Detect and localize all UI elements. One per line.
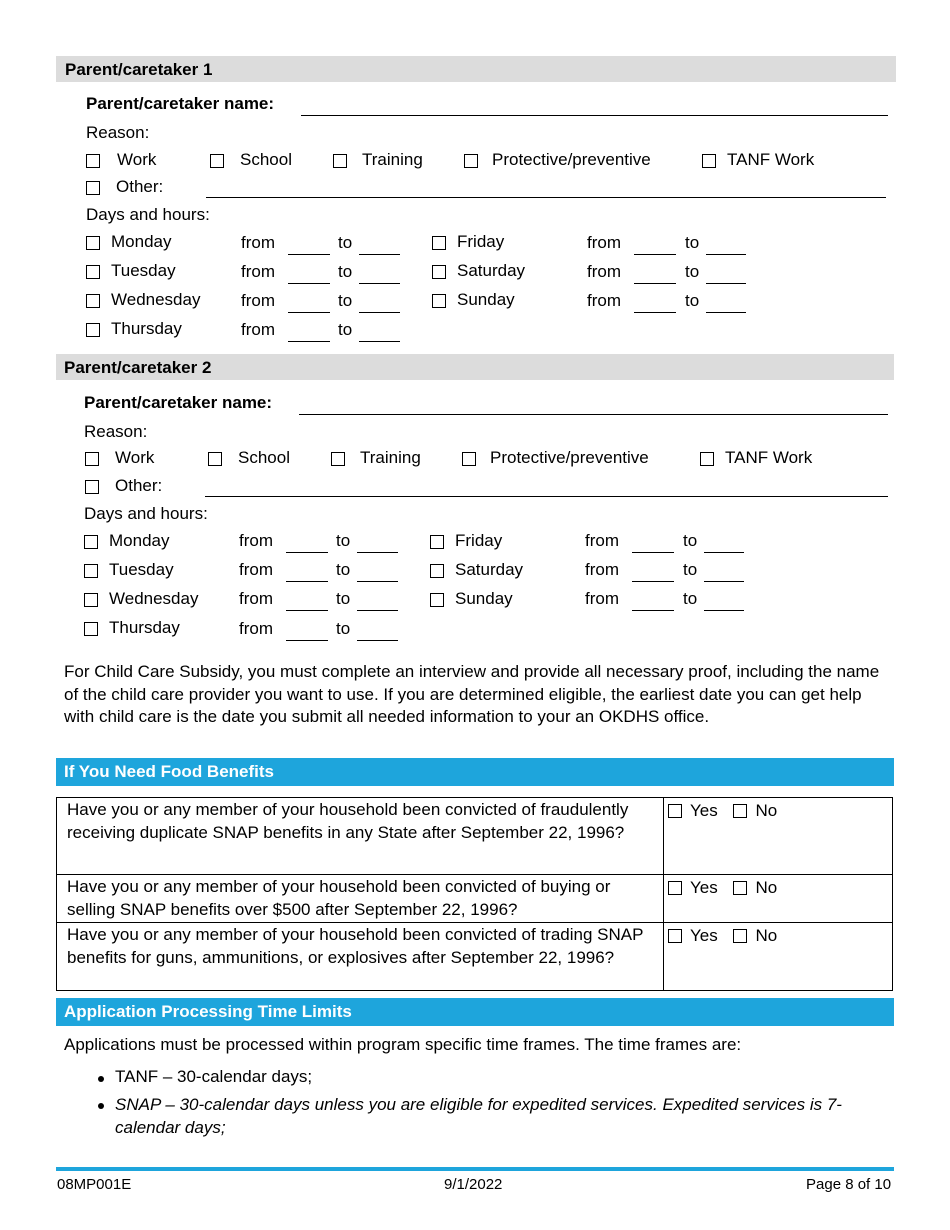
to-label: to xyxy=(683,589,698,608)
from-input[interactable] xyxy=(288,312,330,313)
to-input[interactable] xyxy=(357,581,398,582)
to-input[interactable] xyxy=(359,341,400,342)
snap-question-3: Have you or any member of your household been convicted of trading SNAP benefits for guns, ammunitions, or explosives after September 22, 1996? xyxy=(57,923,664,991)
parent2-reason-tanf-checkbox[interactable] xyxy=(700,452,714,466)
parent1-day-wednesday-checkbox[interactable] xyxy=(86,294,100,308)
parent1-day-tuesday-label: Tuesday xyxy=(111,261,176,280)
parent2-day-saturday-label: Saturday xyxy=(455,560,524,579)
parent1-day-monday-label: Monday xyxy=(111,232,172,251)
parent1-day-sunday-label: Sunday xyxy=(457,290,515,309)
from-input[interactable] xyxy=(288,283,330,284)
parent1-reason-work-checkbox[interactable] xyxy=(86,154,100,168)
snap-question-1: Have you or any member of your household been convicted of fraudulently receiving duplicate SNAP benefits in any State after September 22, 1996? xyxy=(57,798,664,875)
parent1-day-friday-label: Friday xyxy=(457,232,505,251)
parent1-reason-school-label: School xyxy=(240,150,292,169)
yes-checkbox[interactable] xyxy=(668,929,682,943)
yes-label: Yes xyxy=(690,926,718,945)
from-label: from xyxy=(587,262,621,281)
parent1-reason-other-checkbox[interactable] xyxy=(86,181,100,195)
parent1-name-input[interactable] xyxy=(301,115,888,116)
parent1-day-saturday-label: Saturday xyxy=(457,261,526,280)
to-label: to xyxy=(338,291,353,310)
to-input[interactable] xyxy=(357,640,398,641)
snap-question-2: Have you or any member of your household been convicted of buying or selling SNAP benefits over $500 after September 22, 1996? xyxy=(57,875,664,923)
processing-intro: Applications must be processed within program specific time frames. The time frames are: xyxy=(64,1035,742,1054)
parent2-day-friday-label: Friday xyxy=(455,531,503,550)
footer-divider xyxy=(56,1167,894,1171)
parent2-header: Parent/caretaker 2 xyxy=(64,358,212,377)
parent2-day-tuesday-checkbox[interactable] xyxy=(84,564,98,578)
no-label: No xyxy=(755,801,778,820)
processing-section-header: Application Processing Time Limits xyxy=(64,1002,352,1021)
to-label: to xyxy=(336,531,351,550)
to-input[interactable] xyxy=(704,581,744,582)
from-label: from xyxy=(239,560,273,579)
yes-label: Yes xyxy=(690,878,718,897)
parent1-reason-protective-checkbox[interactable] xyxy=(464,154,478,168)
to-input[interactable] xyxy=(706,283,746,284)
table-row xyxy=(57,875,893,923)
parent1-day-sunday-checkbox[interactable] xyxy=(432,294,446,308)
parent2-day-saturday-checkbox[interactable] xyxy=(430,564,444,578)
parent2-reason-tanf-label: TANF Work xyxy=(725,448,813,467)
no-checkbox[interactable] xyxy=(733,804,747,818)
parent2-reason-other-checkbox[interactable] xyxy=(85,480,99,494)
parent2-day-monday-checkbox[interactable] xyxy=(84,535,98,549)
parent2-name-label: Parent/caretaker name: xyxy=(84,393,273,412)
processing-section-header-bar xyxy=(56,998,894,1026)
no-checkbox[interactable] xyxy=(733,881,747,895)
parent1-header-bar xyxy=(56,56,896,82)
food-section-header: If You Need Food Benefits xyxy=(64,762,274,781)
footer-page: Page 8 of 10 xyxy=(806,1176,892,1193)
parent1-header: Parent/caretaker 1 xyxy=(65,60,213,79)
bullet-snap: SNAP – 30-calendar days unless you are eligible for expedited services. Expedited services is 7-calendar days; xyxy=(115,1095,842,1137)
from-input[interactable] xyxy=(634,283,676,284)
from-input[interactable] xyxy=(288,341,330,342)
snap-answer-3 xyxy=(664,923,893,991)
parent1-days-label: Days and hours: xyxy=(86,205,210,224)
from-input[interactable] xyxy=(634,312,676,313)
to-input[interactable] xyxy=(706,254,746,255)
child-care-paragraph: For Child Care Subsidy, you must complete an interview and provide all necessary proof, including the name of the child care provider you want to use. If you are determined eligible, the earliest date you can get help with child care is the date you submit all needed information to your an OKDHS office. xyxy=(64,662,880,726)
parent2-day-thursday-checkbox[interactable] xyxy=(84,622,98,636)
snap-questions-table xyxy=(56,797,893,991)
from-input[interactable] xyxy=(286,552,328,553)
from-label: from xyxy=(587,233,621,252)
parent2-reason-work-label: Work xyxy=(115,448,155,467)
from-label: from xyxy=(239,589,273,608)
from-input[interactable] xyxy=(634,254,676,255)
to-label: to xyxy=(338,233,353,252)
yes-checkbox[interactable] xyxy=(668,881,682,895)
parent1-reason-work-label: Work xyxy=(117,150,157,169)
parent1-name-label: Parent/caretaker name: xyxy=(86,94,275,113)
parent1-reason-training-label: Training xyxy=(362,150,423,169)
parent2-days-label: Days and hours: xyxy=(84,504,208,523)
parent1-day-wednesday-label: Wednesday xyxy=(111,290,201,309)
from-label: from xyxy=(241,320,275,339)
no-label: No xyxy=(755,878,778,897)
from-label: from xyxy=(239,619,273,638)
from-label: from xyxy=(239,531,273,550)
footer-form-number: 08MP001E xyxy=(57,1176,132,1193)
parent1-reason-school-checkbox[interactable] xyxy=(210,154,224,168)
from-input[interactable] xyxy=(286,610,328,611)
from-label: from xyxy=(585,589,619,608)
parent2-name-input[interactable] xyxy=(299,414,888,415)
to-label: to xyxy=(338,262,353,281)
parent1-reason-tanf-label: TANF Work xyxy=(727,150,815,169)
parent2-reason-school-label: School xyxy=(238,448,290,467)
parent1-day-friday-checkbox[interactable] xyxy=(432,236,446,250)
parent2-reason-protective-label: Protective/preventive xyxy=(490,448,649,467)
parent2-day-sunday-label: Sunday xyxy=(455,589,513,608)
parent2-day-friday-checkbox[interactable] xyxy=(430,535,444,549)
to-label: to xyxy=(685,291,700,310)
parent2-reason-other-label: Other: xyxy=(115,476,163,495)
parent2-reason-school-checkbox[interactable] xyxy=(208,452,222,466)
parent1-reason-tanf-checkbox[interactable] xyxy=(702,154,716,168)
to-input[interactable] xyxy=(359,283,400,284)
table-row xyxy=(57,798,893,875)
from-input[interactable] xyxy=(286,581,328,582)
to-label: to xyxy=(685,233,700,252)
to-input[interactable] xyxy=(357,552,398,553)
yes-label: Yes xyxy=(690,801,718,820)
parent2-day-wednesday-checkbox[interactable] xyxy=(84,593,98,607)
parent1-day-tuesday-checkbox[interactable] xyxy=(86,265,100,279)
to-input[interactable] xyxy=(359,254,400,255)
parent2-reason-work-checkbox[interactable] xyxy=(85,452,99,466)
to-input[interactable] xyxy=(359,312,400,313)
parent2-reason-training-label: Training xyxy=(360,448,421,467)
from-label: from xyxy=(587,291,621,310)
parent2-reason-label: Reason: xyxy=(84,422,148,441)
to-label: to xyxy=(338,320,353,339)
parent2-day-sunday-checkbox[interactable] xyxy=(430,593,444,607)
to-input[interactable] xyxy=(704,610,744,611)
parent2-day-tuesday-label: Tuesday xyxy=(109,560,174,579)
from-label: from xyxy=(585,531,619,550)
to-label: to xyxy=(336,589,351,608)
to-input[interactable] xyxy=(357,610,398,611)
snap-answer-1 xyxy=(664,798,893,875)
from-input[interactable] xyxy=(286,640,328,641)
parent1-day-thursday-label: Thursday xyxy=(111,319,182,338)
no-label: No xyxy=(755,926,778,945)
to-input[interactable] xyxy=(706,312,746,313)
parent1-reason-training-checkbox[interactable] xyxy=(333,154,347,168)
footer-date: 9/1/2022 xyxy=(444,1176,503,1193)
from-label: from xyxy=(241,262,275,281)
parent1-reason-label: Reason: xyxy=(86,123,150,142)
from-label: from xyxy=(241,291,275,310)
parent2-reason-training-checkbox[interactable] xyxy=(331,452,345,466)
from-input[interactable] xyxy=(632,552,674,553)
parent1-other-input[interactable] xyxy=(206,197,886,198)
to-input[interactable] xyxy=(704,552,744,553)
from-input[interactable] xyxy=(632,610,674,611)
to-label: to xyxy=(683,531,698,550)
to-label: to xyxy=(685,262,700,281)
to-label: to xyxy=(683,560,698,579)
parent1-day-monday-checkbox[interactable] xyxy=(86,236,100,250)
yes-checkbox[interactable] xyxy=(668,804,682,818)
parent1-reason-protective-label: Protective/preventive xyxy=(492,150,651,169)
from-input[interactable] xyxy=(632,581,674,582)
to-label: to xyxy=(336,619,351,638)
parent2-header-bar xyxy=(56,354,894,380)
no-checkbox[interactable] xyxy=(733,929,747,943)
bullet-tanf: TANF – 30-calendar days; xyxy=(115,1067,313,1086)
parent2-other-input[interactable] xyxy=(205,496,888,497)
parent1-day-saturday-checkbox[interactable] xyxy=(432,265,446,279)
parent1-reason-other-label: Other: xyxy=(116,177,164,196)
food-section-header-bar xyxy=(56,758,894,786)
parent2-day-monday-label: Monday xyxy=(109,531,170,550)
to-label: to xyxy=(336,560,351,579)
bullet-icon xyxy=(98,1103,104,1109)
parent1-day-thursday-checkbox[interactable] xyxy=(86,323,100,337)
from-label: from xyxy=(585,560,619,579)
bullet-icon xyxy=(98,1076,104,1082)
parent2-reason-protective-checkbox[interactable] xyxy=(462,452,476,466)
table-row xyxy=(57,923,893,991)
parent2-day-wednesday-label: Wednesday xyxy=(109,589,199,608)
snap-answer-2 xyxy=(664,875,893,923)
from-input[interactable] xyxy=(288,254,330,255)
parent2-day-thursday-label: Thursday xyxy=(109,618,180,637)
from-label: from xyxy=(241,233,275,252)
